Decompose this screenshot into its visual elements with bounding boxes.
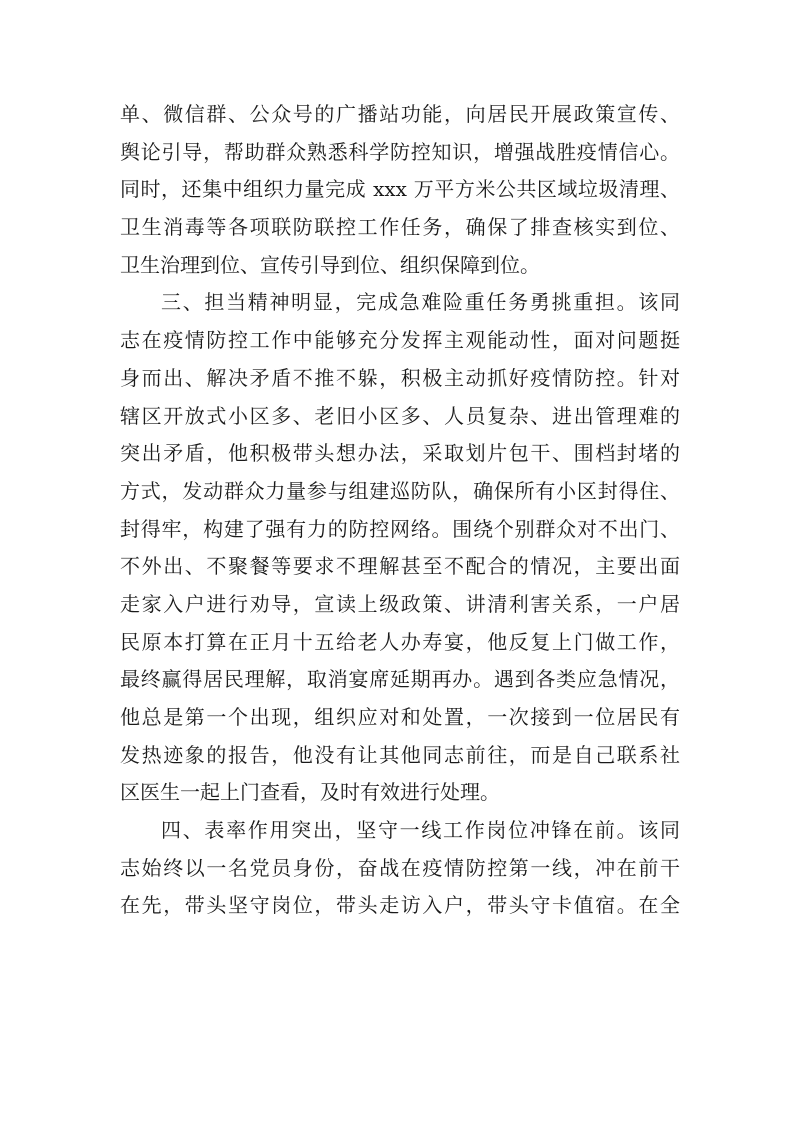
text-line: 志在疫情防控工作中能够充分发挥主观能动性，面对问题挺 — [120, 328, 680, 353]
paragraph-first-line: 四、表率作用突出，坚守一线工作岗位冲锋在前。该同 — [161, 818, 680, 843]
text-line: 不外出、不聚餐等要求不理解甚至不配合的情况，主要出面 — [120, 554, 680, 579]
text-line: 身而出、解决矛盾不推不躲，积极主动抓好疫情防控。针对 — [120, 365, 680, 390]
text-line: 突出矛盾，他积极带头想办法，采取划片包干、围档封堵的 — [120, 441, 680, 466]
text-line: 发热迹象的报告，他没有让其他同志前往，而是自己联系社 — [120, 742, 680, 767]
text-line: 同时，还集中组织力量完成 xxx 万平方米公共区域垃圾清理、 — [120, 177, 680, 202]
paragraph-first-line: 三、担当精神明显，完成急难险重任务勇挑重担。该同 — [161, 290, 680, 315]
text-line: 在先，带头坚守岗位，带头走访入户，带头守卡值宿。在全 — [120, 893, 680, 918]
text-line: 辖区开放式小区多、老旧小区多、人员复杂、进出管理难的 — [120, 403, 680, 428]
text-line: 封得牢，构建了强有力的防控网络。围绕个别群众对不出门、 — [120, 516, 680, 541]
text-line: 志始终以一名党员身份，奋战在疫情防控第一线，冲在前干 — [120, 855, 680, 880]
text-line: 舆论引导，帮助群众熟悉科学防控知识，增强战胜疫情信心。 — [120, 139, 680, 164]
paragraph-last-line: 卫生治理到位、宣传引导到位、组织保障到位。 — [120, 252, 540, 277]
paragraph-last-line: 区医生一起上门查看，及时有效进行处理。 — [120, 780, 500, 805]
text-line: 民原本打算在正月十五给老人办寿宴，他反复上门做工作， — [120, 629, 680, 654]
text-line: 方式，发动群众力量参与组建巡防队，确保所有小区封得住、 — [120, 478, 680, 503]
text-line: 单、微信群、公众号的广播站功能，向居民开展政策宣传、 — [120, 102, 680, 126]
text-line: 他总是第一个出现，组织应对和处置，一次接到一位居民有 — [120, 705, 680, 729]
text-line: 卫生消毒等各项联防联控工作任务，确保了排查核实到位、 — [120, 215, 680, 240]
text-line: 最终赢得居民理解，取消宴席延期再办。遇到各类应急情况， — [120, 667, 680, 692]
text-line: 走家入户进行劝导，宣读上级政策、讲清利害关系，一户居 — [120, 591, 680, 616]
document-body — [120, 96, 680, 925]
